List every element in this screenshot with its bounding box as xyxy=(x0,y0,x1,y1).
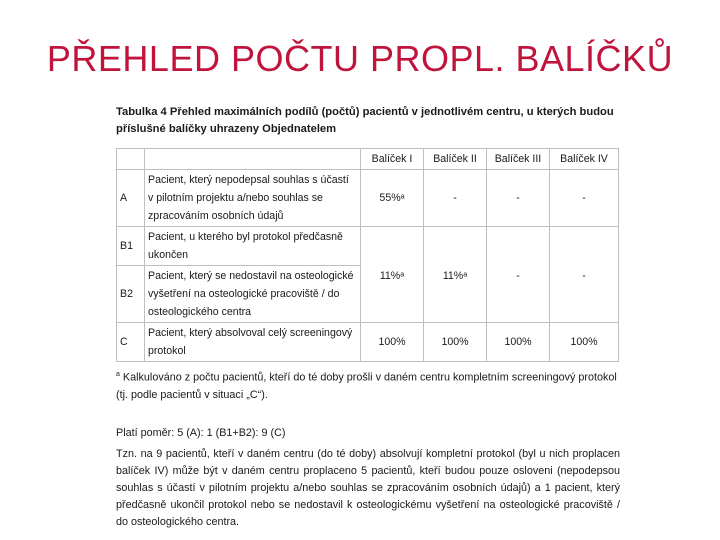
ratio-text: Platí poměr: 5 (A): 1 (B1+B2): 9 (C) xyxy=(116,426,286,439)
explanation-text: Tzn. na 9 pacientů, kteří v daném centru (do té doby) absolvují kompletní protokol (byl u nich proplacen balíček IV) může být v daném centru proplaceno 5 pacientů, kteří budou pouze osloveni (nepodepsou souhlas s účastí v pilotním projektu a/nebo souhlas se zpracováním osobních údajů) a 1 pacient, který předčasně ukončil protokol nebo se nedostavil k osteologickému vyšetření na osteologické pracoviště / do osteologického centra. xyxy=(116,447,620,528)
table-caption: Tabulka 4 Přehled maximálních podílů (počtů) pacientů v jednotlivém centru, u kterých budou příslušné balíčky uhrazeny Objednatelem xyxy=(116,106,614,135)
row-code: B2 xyxy=(117,266,145,323)
value-cell: - xyxy=(550,266,619,323)
table-row xyxy=(117,170,619,227)
value-cell: 100% xyxy=(487,323,550,362)
header-cell xyxy=(117,149,145,170)
document-body xyxy=(116,104,620,531)
table-header-row xyxy=(117,149,619,170)
value-cell: 11%ᵃ xyxy=(361,266,424,323)
package-table xyxy=(116,148,619,362)
table-footnote xyxy=(116,366,620,404)
row-code: C xyxy=(117,323,145,362)
header-cell: Balíček IV xyxy=(550,149,619,170)
footnote-text: Kalkulováno z počtu pacientů, kteří do té doby prošli v daném centru kompletním screeningový protokol (tj. podle pacientů v situaci „C“). xyxy=(116,371,617,401)
row-description: Pacient, který se nedostavil na osteologické vyšetření na osteologické pracoviště / do osteologického centra xyxy=(145,266,361,323)
table-row xyxy=(117,323,619,362)
row-code: A xyxy=(117,170,145,227)
value-cell: 100% xyxy=(550,323,619,362)
value-cell: 55%ᵃ xyxy=(361,170,424,227)
header-cell: Balíček I xyxy=(361,149,424,170)
value-cell xyxy=(361,227,424,266)
header-cell: Balíček III xyxy=(487,149,550,170)
footnote-marker: a xyxy=(116,371,120,378)
value-cell xyxy=(487,227,550,266)
value-cell: - xyxy=(487,266,550,323)
value-cell: 100% xyxy=(361,323,424,362)
value-cell: 100% xyxy=(424,323,487,362)
row-description: Pacient, u kterého byl protokol předčasně ukončen xyxy=(145,227,361,266)
header-cell: Balíček II xyxy=(424,149,487,170)
row-description: Pacient, který nepodepsal souhlas s účastí v pilotním projektu a/nebo souhlas se zpracováním osobních údajů xyxy=(145,170,361,227)
row-description: Pacient, který absolvoval celý screeningový protokol xyxy=(145,323,361,362)
value-cell: - xyxy=(550,170,619,227)
value-cell: - xyxy=(487,170,550,227)
value-cell xyxy=(550,227,619,266)
value-cell xyxy=(424,227,487,266)
slide-title: PŘEHLED POČTU PROPL. BALÍČKŮ xyxy=(46,38,674,79)
table-row xyxy=(117,266,619,323)
row-code: B1 xyxy=(117,227,145,266)
header-cell xyxy=(145,149,361,170)
value-cell: 11%ᵃ xyxy=(424,266,487,323)
table-row xyxy=(117,227,619,266)
value-cell: - xyxy=(424,170,487,227)
